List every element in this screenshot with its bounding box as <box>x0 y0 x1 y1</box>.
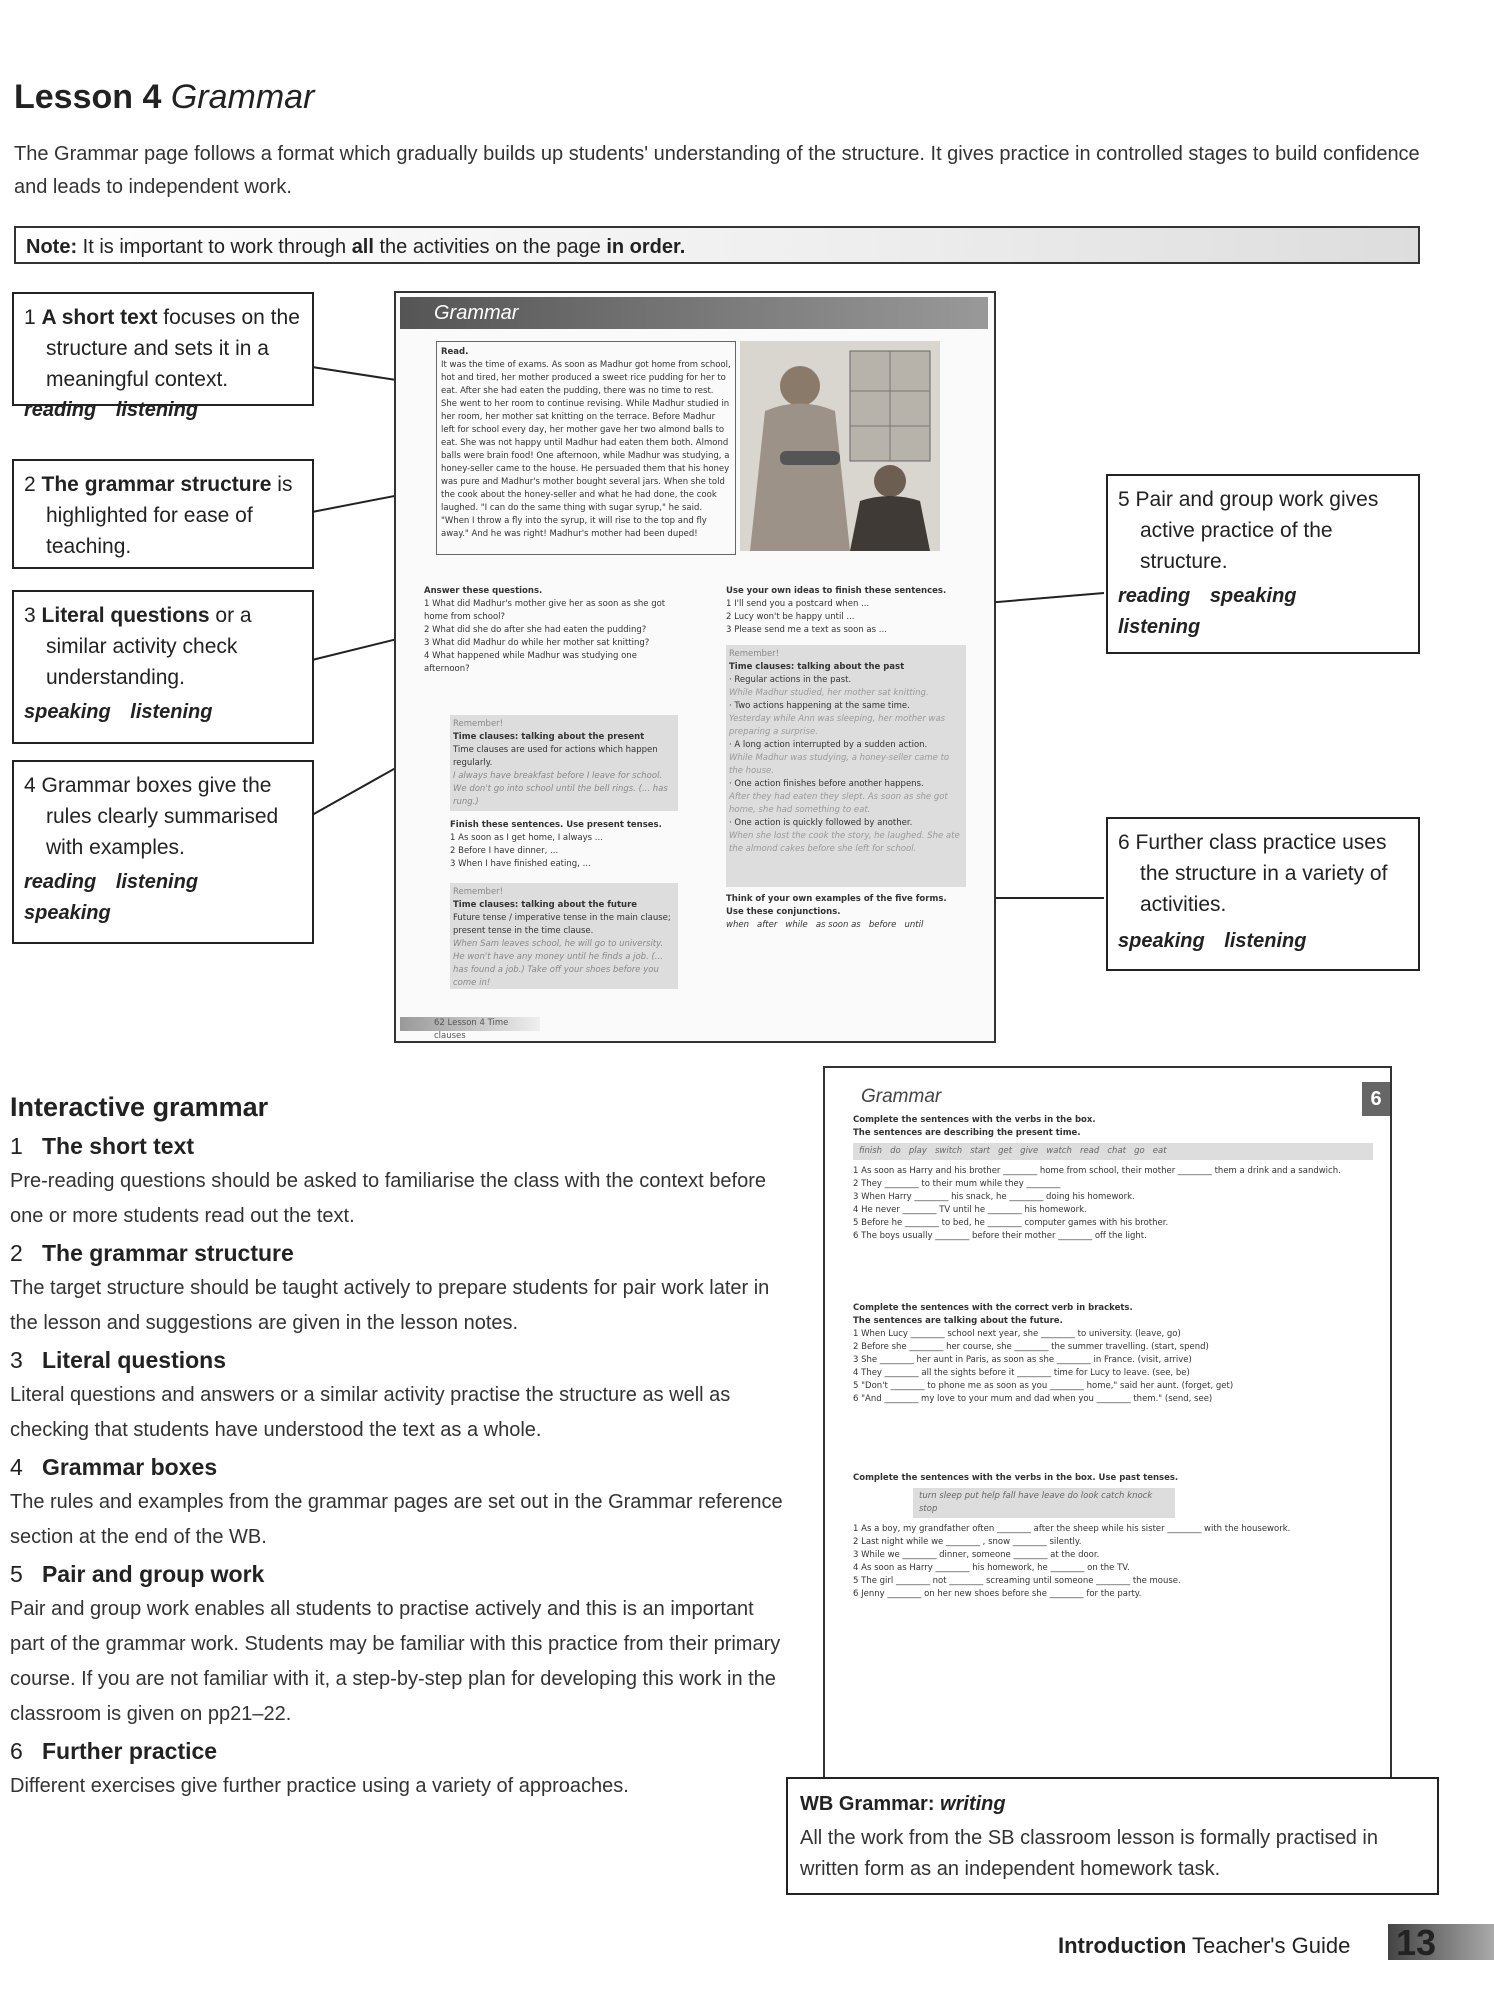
book-own-examples: Think of your own examples of the five forms. Use these conjunctions. when after while as soon as before until <box>726 894 947 930</box>
workbook-page <box>823 1066 1392 1782</box>
wb-exercise-1: Complete the sentences with the verbs in the box. The sentences are describing the present time. finish do play switch start get give watch read chat go eat 1 As soon as Harry and his brother ________ home from school, their mother ________ them a drink and a sandwich. 2 They ________ to their mum while they ________ 3 When Harry ________ his snack, he ________ doing his homework. 4 He never ________ TV until he ________ his homework. 5 Before he ________ to bed, he ________ computer games with his brother. 6 The boys usually ________ before their mother ________ off the light. <box>853 1114 1373 1243</box>
wb-note-title: WB Grammar: writing <box>800 1793 1006 1815</box>
book-own-ideas: Use your own ideas to finish these sentences. 1 I'll send you a postcard when ... 2 Lucy won't be happy until ... 3 Please send me a text as soon as ... <box>726 586 947 635</box>
book-grammar-box-future: Remember! Time clauses: talking about the future Future tense / imperative tense in the main clause; present tense in the time clause. When Sam leaves school, he will go to university. He won't have any money until he finds a job. (... has found a job.) Take off your shoes before you come in! <box>450 883 678 989</box>
section-1-heading: 1 The short text <box>10 1133 195 1159</box>
section-5-heading: 5 Pair and group work <box>10 1561 265 1587</box>
wb-note-text: All the work from the SB classroom lesson is formally practised in written form as an independent homework task. <box>800 1827 1378 1880</box>
page-number: 13 <box>1396 1922 1437 1963</box>
page-footer: Introduction Teacher's Guide <box>1058 1933 1351 1958</box>
callout-3: 3 Literal questions or a similar activity check understanding. speaking listening <box>12 590 314 744</box>
lesson-topic: Grammar <box>170 78 315 116</box>
section-2-heading: 2 The grammar structure <box>10 1240 294 1266</box>
callout-3-skills: speaking listening <box>24 701 213 723</box>
callout-5-skills: reading speaking listening <box>1118 585 1297 638</box>
section-5-text: Pair and group work enables all students to practise actively and this is an important part of the grammar work. Students may be familiar with this practice from their primary course. If you are not familiar with it, a step-by-step plan for developing this work in the classroom is given on pp21–22. <box>10 1598 781 1725</box>
note-label: Note: <box>26 236 78 258</box>
book-illustration <box>740 341 940 551</box>
wb-grammar-note <box>786 1777 1439 1895</box>
book-reading-text: Read. It was the time of exams. As soon as Madhur got home from school, hot and tired, her mother produced a sweet rice pudding for her to eat. After she had eaten the pudding, there was no time to rest. She went to her room to continue revising. While Madhur studied in her room, her mother sat knitting on the terrace. Before Madhur left for school every day, her mother gave her two almond balls to eat. She was not happy until Madhur had eaten them both. Almond balls were brain food! One afternoon, while Madhur was studying, a honey-seller came to the house. He persuaded them that his honey was pure and Madhur's mother bought several jars. When she told the cook about the honey-seller and what he had done, the cook laughed. "I can do the same thing with sugar syrup," he said. "When I throw a fly into the syrup, it will rise to the top and fly away." And he was right! Madhur's mother had been duped! <box>436 341 736 555</box>
callout-1: 1 A short text focuses on the structure and sets it in a meaningful context. reading listening <box>12 292 314 406</box>
section-4-heading: 4 Grammar boxes <box>10 1454 218 1480</box>
callout-2: 2 The grammar structure is highlighted for ease of teaching. <box>12 459 314 569</box>
note-bold-order: in order <box>606 236 680 258</box>
callout-4-skills: reading listening speaking <box>24 871 199 924</box>
wb-unit-tab: 6 <box>1362 1082 1390 1116</box>
callout-1-skills: reading listening <box>24 399 199 421</box>
book-header: Grammar <box>400 297 988 329</box>
lesson-number: Lesson 4 <box>14 78 162 116</box>
wb-title: Grammar <box>861 1086 942 1107</box>
page-number-tab <box>1388 1922 1494 1963</box>
note-bold-all: all <box>351 236 374 258</box>
book-grammar-box-past: Remember! Time clauses: talking about the past · Regular actions in the past. While Madhur studied, her mother sat knitting. · Two actions happening at the same time. Yesterday while Ann was sleeping, her mother was preparing a surprise. · A long action interrupted by a sudden action. While Madhur was studying, a honey-seller came to the house. · One action finishes before another happens. After they had eaten they slept. As soon as she got home, she had something to eat. · One action is quickly followed by another. When she lost the cook the story, he laughed. She ate the almond cakes before she left for school. <box>726 645 966 887</box>
section-2-text: The target structure should be taught actively to prepare students for pair work later in the lesson and suggestions are given in the lesson notes. <box>10 1277 770 1334</box>
book-grammar-box-present: Remember! Time clauses: talking about the present Time clauses are used for actions which happen regularly. I always have breakfast before I leave for school. We don't go into school until the bell rings. (... has rung.) <box>450 715 678 811</box>
note-text-1: It is important to work through <box>82 236 347 258</box>
interactive-heading: Interactive grammar <box>10 1092 269 1122</box>
section-4-text: The rules and examples from the grammar pages are set out in the Grammar reference section at the end of the WB. <box>10 1491 783 1548</box>
student-book-page <box>394 291 996 1043</box>
book-finish-sentences: Finish these sentences. Use present tenses. 1 As soon as I get home, I always ... 2 Before I have dinner, ... 3 When I have finished eating, ... <box>450 820 662 869</box>
section-3-text: Literal questions and answers or a similar activity practise the structure as well as checking that students have understood the text as a whole. <box>10 1384 731 1441</box>
wb-word-box-3: turn sleep put help fall have leave do look catch knock stop <box>913 1488 1175 1518</box>
wb-exercise-2: Complete the sentences with the correct verb in brackets. The sentences are talking about the future. 1 When Lucy ________ school next year, she ________ to university. (leave, go) 2 Before she ________ her course, she ________ the summer travelling. (start, spend) 3 She ________ her aunt in Paris, as soon as she ________ in France. (visit, arrive) 4 They ________ all the sights before it ________ time for Lucy to leave. (see, be) 5 "Don't ________ to phone me as soon as you ________ home," said her aunt. (forget, get) 6 "And ________ my love to your mum and dad when you ________ them." (send, see) <box>853 1303 1234 1404</box>
section-3-heading: 3 Literal questions <box>10 1347 227 1373</box>
book-footer: 62 Lesson 4 Time clauses <box>400 1017 540 1031</box>
note-text-2: the activities on the page <box>379 236 601 258</box>
wb-word-box-1: finish do play switch start get give watch read chat go eat <box>853 1143 1373 1160</box>
section-6-text: Different exercises give further practice using a variety of approaches. <box>10 1775 629 1797</box>
callout-6: 6 Further class practice uses the structure in a variety of activities. speaking listening <box>1106 817 1420 971</box>
section-6-heading: 6 Further practice <box>10 1738 218 1764</box>
interactive-grammar-section <box>10 1092 790 1804</box>
section-1-text: Pre-reading questions should be asked to familiarise the class with the context before one or more students read out the text. <box>10 1170 766 1227</box>
wb-exercise-3: Complete the sentences with the verbs in the box. Use past tenses. turn sleep put help fall have leave do look catch knock stop 1 As a boy, my grandfather often ________ after the sheep while his sister ________ with the housework. 2 Last night while we ________ , snow ________ silently. 3 While we ________ dinner, someone ________ at the door. 4 As soon as Harry ________ his homework, he ________ on the TV. 5 The girl ________ not ________ screaming until someone ________ the mouse. 6 Jenny ________ on her new shoes before she ________ for the party. <box>853 1473 1291 1599</box>
note-end: . <box>679 236 686 258</box>
callout-4: 4 Grammar boxes give the rules clearly summarised with examples. reading listening speaking <box>12 760 314 944</box>
book-questions: Answer these questions. 1 What did Madhur's mother give her as soon as she got home from school? 2 What did she do after she had eaten the pudding? 3 What did Madhur do while her mother sat knitting? 4 What happened while Madhur was studying one afternoon? <box>424 586 666 674</box>
callout-6-skills: speaking listening <box>1118 930 1307 952</box>
intro-paragraph: The Grammar page follows a format which gradually builds up students' understanding of the structure. It gives practice in controlled stages to build confidence and leads to independent work. <box>14 143 1420 198</box>
callout-5: 5 Pair and group work gives active practice of the structure. reading speaking listening <box>1106 474 1420 654</box>
